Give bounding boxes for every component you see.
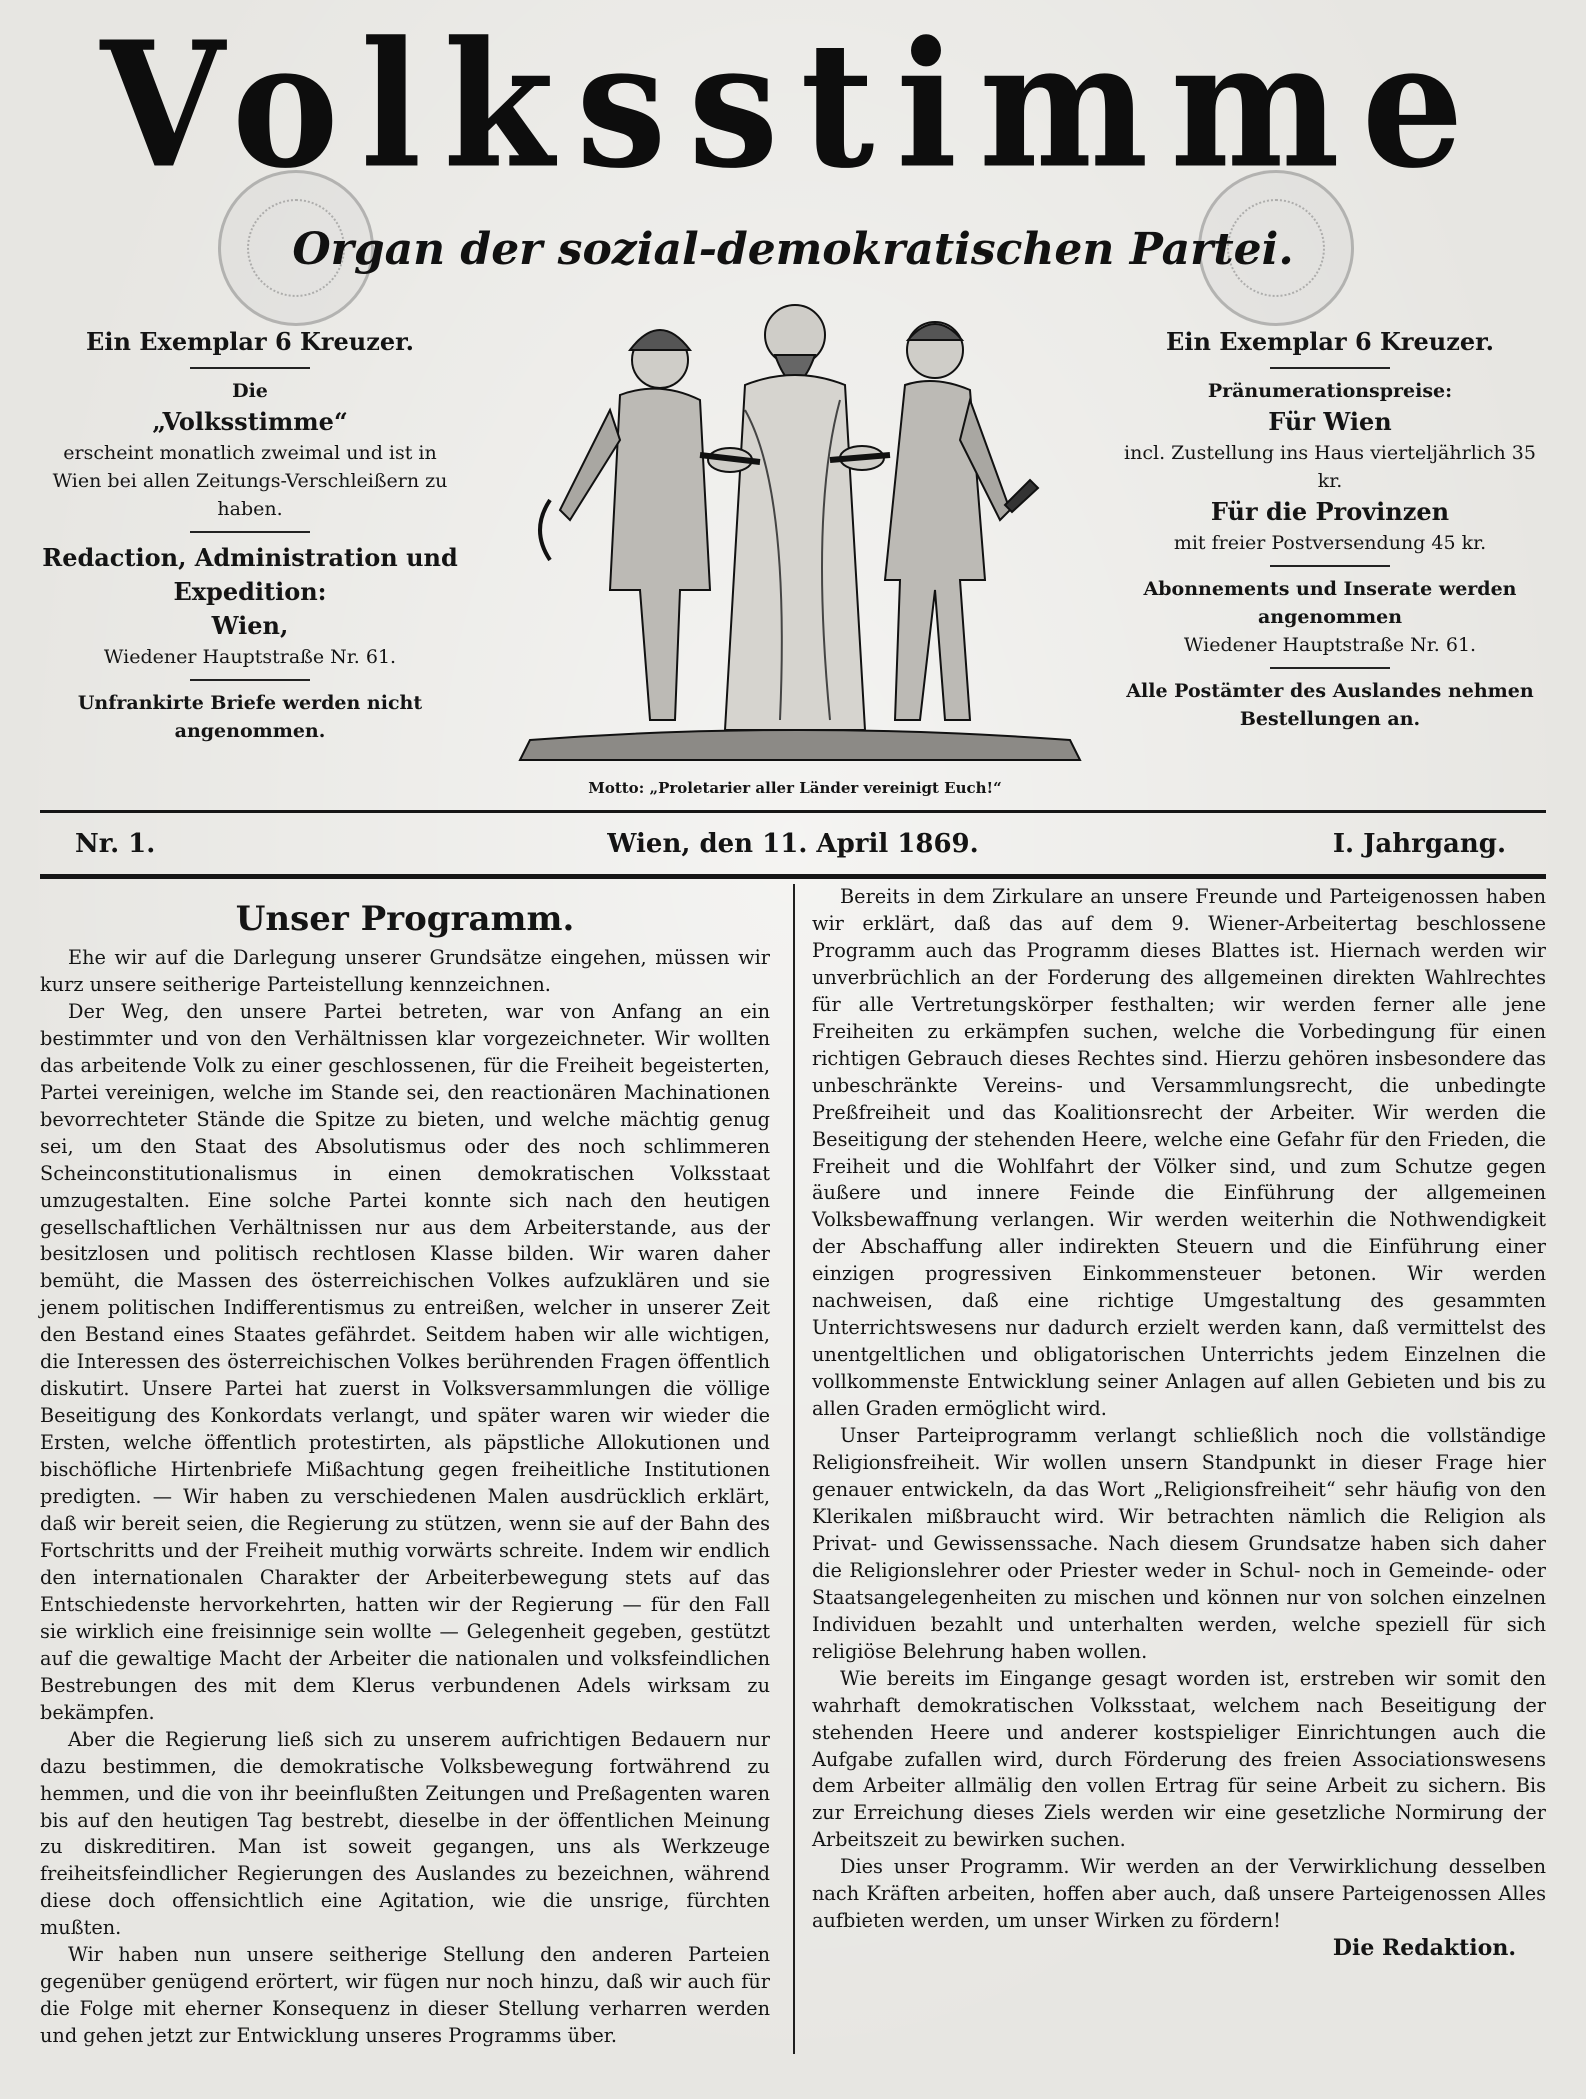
left-redaction-heading: Redaction, Administration und Expedition: (42, 543, 458, 606)
left-publishing-info: erscheint monatlich zweimal und ist in Wien bei allen Zeitungs-Verschleißern zu haben. (52, 442, 448, 520)
left-letters-note: Unfrankirte Briefe werden nicht angenommen. (77, 692, 423, 742)
article-paragraph: Wir haben nun unsere seitherige Stellung den anderen Parteien gegenüber genügend erörtert, wir fügen nur noch hinzu, daß wir auch für die Folge mit eherner Konsequenz in dieser Stellung verharren werden und gehen jetzt zur Entwicklung unseres Programms über. (40, 1943, 770, 2048)
motto: Motto: „Proletarier aller Länder vereinigt Euch!“ (588, 779, 1002, 797)
left-paper-name: „Volksstimme“ (152, 407, 348, 436)
right-postal-note: Alle Postämter des Auslandes nehmen Bestellungen an. (1126, 680, 1534, 730)
article-heading: Unser Programm. (235, 899, 575, 939)
article-paragraph: Bereits in dem Zirkulare an unsere Freunde und Parteigenossen haben wir erklärt, daß das auf dem 9. Wiener-Arbeitertag beschlossene Programm auch das Programm dieses Blattes ist. Hiernach werden wir unverbrüchlich an der Forderung des allgemeinen direkten Wahlrechtes für alle Vertretungskörper festhalten; wir werden ferner alle jene Freiheiten zu erkämpfen suchen, welche die Vorbedingung für einen richtigen Gebrauch dieses Rechtes sind. Hierzu gehören insbesondere das unbeschränkte Vereins- und Versammlungsrecht, die unbedingte Preßfreiheit und das Koalitionsrecht der Arbeiter. Wir werden die Beseitigung der stehenden Heere, welche eine Gefahr für den Frieden, die Freiheit und die Wohlfahrt der Völker sind, und zum Schutze gegen äußere und innere Feinde die Einführung der allgemeinen Volksbewaffnung verlangen. Wir werden weiterhin die Nothwendigkeit der Abschaffung aller indirekten Steuern und die Einführung einer einzigen progressiven Einkommensteuer betonen. Wir werden nachweisen, daß eine richtige Umgestaltung des gesammten Unterrichtswesens nur dadurch erzielt werden kann, daß vermittelst des unentgeltlichen und obligatorischen Unterrichts jedem Einzelnen die vollkommenste Entwicklung seiner Anlagen auf allen Gebieten und bis zu allen Graden ermöglicht wird. (812, 885, 1546, 1421)
left-city: Wien, (211, 611, 289, 640)
issue-number: Nr. 1. (75, 829, 156, 859)
article-signature: Die Redaktion. (1332, 1935, 1516, 1962)
top-rule (40, 810, 1546, 813)
left-info-box (40, 325, 460, 745)
issue-date: Wien, den 11. April 1869. (607, 829, 979, 859)
masthead-title: Volksstimme (100, 3, 1486, 207)
right-vienna-price: incl. Zustellung ins Haus vierteljährlich 35 kr. (1124, 442, 1536, 492)
right-prices-heading: Pränumerationspreise: (1207, 380, 1453, 402)
three-figures-engraving-icon (490, 290, 1100, 770)
volume-year: I. Jahrgang. (1332, 829, 1506, 859)
article-paragraph: Wie bereits im Eingange gesagt worden ist, erstreben wir somit den wahrhaft demokratischen Volksstaat, welchem nach Beseitigung der stehenden Heere und anderer kostspieliger Einrichtungen auch die Aufgabe zufallen wird, durch Förderung des freien Associationswesens dem Arbeiter allmälig den vollen Ertrag für seine Arbeit zu sichern. Bis zur Erreichung dieses Ziels werden wir eine gesetzliche Normirung der Arbeitszeit zu bewirken suchen. (812, 1666, 1546, 1852)
bottom-rule (40, 874, 1546, 879)
article-paragraph: Ehe wir auf die Darlegung unserer Grundsätze eingehen, müssen wir kurz unsere seitherige Parteistellung kennzeichnen. (40, 946, 770, 996)
right-price: Ein Exemplar 6 Kreuzer. (1166, 327, 1494, 356)
right-vienna: Für Wien (1268, 407, 1392, 436)
left-address: Wiedener Hauptstraße Nr. 61. (103, 646, 397, 668)
article-paragraph: Dies unser Programm. Wir werden an der Verwirklichung desselben nach Kräften arbeiten, hoffen aber auch, daß unsere Parteigenossen Alles aufbieten werden, um unser Wirken zu fördern! (812, 1855, 1546, 1933)
left-price: Ein Exemplar 6 Kreuzer. (86, 327, 414, 356)
article-right-column (812, 884, 1546, 1962)
article-paragraph: Unser Parteiprogramm verlangt schließlich noch die vollständige Religionsfreiheit. Wir wollen unsern Standpunkt in dieser Frage hier genauer entwickeln, da das Wort „Religionsfreiheit“ sehr häufig von den Klerikalen mißbraucht wird. Wir betrachten nämlich die Religion als Privat- und Gewissenssache. Nach diesem Grundsatze haben sich daher die Religionslehrer oder Priester weder in Schul- noch in Gemeinde- oder Staatsangelegenheiten zu mischen und können nur von solchen einzelnen Individuen bezahlt und unterhalten werden, welche speziell für sich religiöse Belehrung haben wollen. (812, 1424, 1546, 1663)
right-provinces: Für die Provinzen (1210, 497, 1450, 526)
column-divider (793, 884, 795, 2054)
right-info-box (1110, 325, 1550, 733)
right-address: Wiedener Hauptstraße Nr. 61. (1183, 634, 1477, 656)
masthead-subtitle: Organ der sozial-demokratischen Partei. (292, 224, 1294, 275)
article-paragraph: Aber die Regierung ließ sich zu unserem aufrichtigen Bedauern nur dazu bestimmen, die demokratische Volksbewegung fortwährend zu hemmen, und die von ihr beeinflußten Zeitungen und Preßagenten waren bis auf den heutigen Tag bestrebt, dieselbe in der öffentlichen Meinung zu diskreditiren. Man ist soweit gegangen, uns als Werkzeuge freiheitsfeindlicher Regierungen des Auslandes zu bezeichnen, während diese doch offensichtlich eine Agitation, wie die unsrige, fürchten mußten. (40, 1727, 770, 1940)
right-provinces-price: mit freier Postversendung 45 kr. (1173, 532, 1487, 554)
right-subscriptions: Abonnements und Inserate werden angenommen (1143, 578, 1517, 628)
article-left-column (40, 895, 770, 2050)
left-line-die: Die (232, 380, 268, 402)
article-paragraph: Der Weg, den unsere Partei betreten, war von Anfang an ein bestimmter und von den Verhältnissen klar vorgezeichneter. Wir wollten das arbeitende Volk zu einer geschlossenen, für die Freiheit begeisterten, Partei vereinigen, welche im Stande sei, den reactionären Machinationen bevorrechteter Stände die Spitze zu bieten, und welche mächtig genug sei, um den Staat des Absolutismus oder des noch schlimmeren Scheinconstitutionalismus in einen demokratischen Volksstaat umzugestalten. Eine solche Partei konnte sich nach den heutigen gesellschaftlichen Verhältnissen nur aus dem Arbeiterstande, aus der besitzlosen und politisch rechtlosen Klasse bilden. Wir waren daher bemüht, die Massen des österreichischen Volkes aufzuklären und sie jenem politischen Indifferentismus zu entreißen, welcher in unserer Zeit den Bestand eines Staates gefährdet. Seitdem haben wir alle wichtigen, die Interessen des österreichischen Volkes berührenden Fragen öffentlich diskutirt. Unsere Partei hat zuerst in Volksversammlungen die völlige Beseitigung des Konkordats verlangt, und später waren wir wieder die Ersten, welche öffentlich protestirten, als päpstliche Allokutionen und bischöfliche Hirtenbriefe Mißachtung gegen freiheitliche Institutionen predigten. — Wir haben zu verschiedenen Malen ausdrücklich erklärt, daß wir bereit seien, die Regierung zu stützen, wenn sie auf der Bahn des Fortschritts und der Freiheit muthig vorwärts schreite. Indem wir endlich den internationalen Charakter der Arbeiterbewegung stets auf das Entschiedenste hervorkehrten, hatten wir der Regierung — für den Fall sie wirklich eine freisinnige sein wollte — Gelegenheit gegeben, gestützt auf die gewaltige Macht der Arbeiter die nationalen und volksfeindlichen Bestrebungen des mit dem Klerus verbundenen Adels wirksam zu bekämpfen. (40, 999, 770, 1724)
